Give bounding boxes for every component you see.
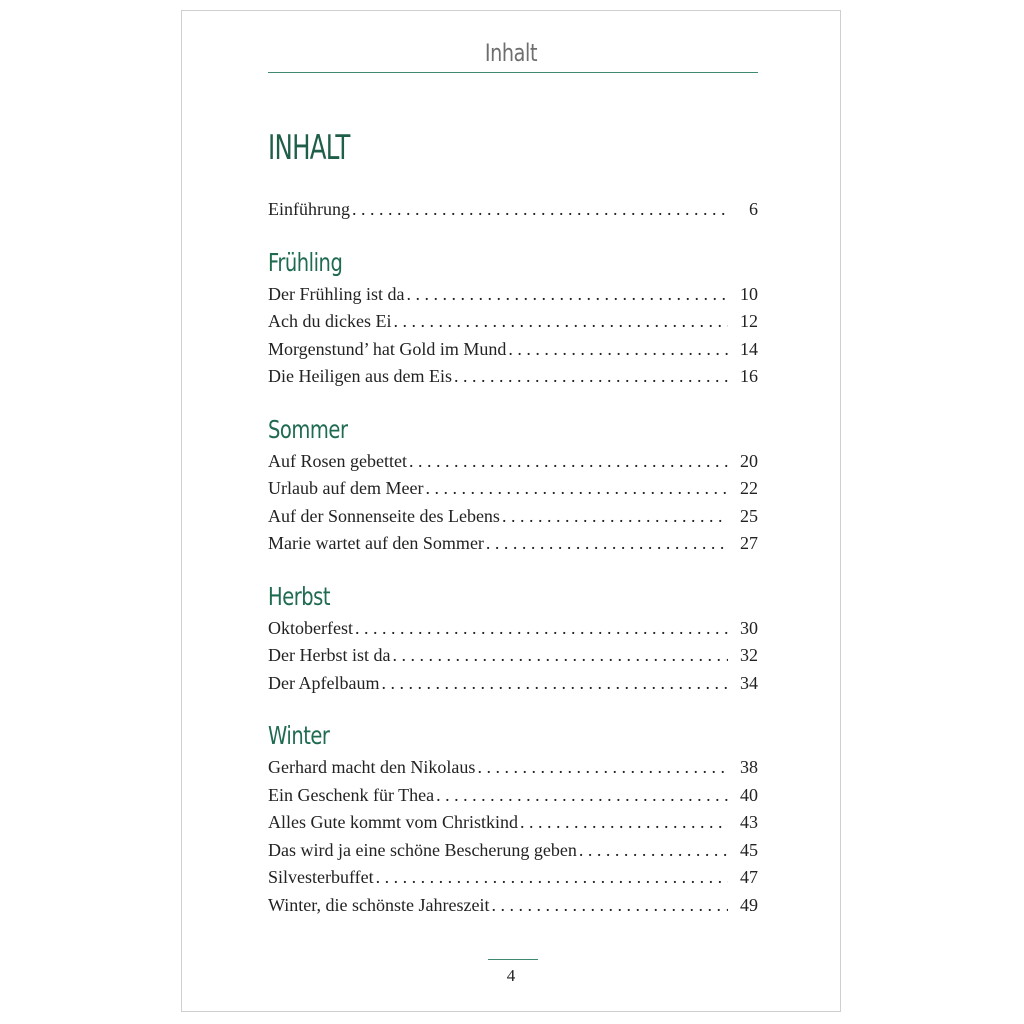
table-of-contents <box>268 196 758 919</box>
toc-entry-title: Alles Gute kommt vom Christkind <box>268 812 518 832</box>
page-number: 4 <box>506 966 516 985</box>
toc-entry-title: Urlaub auf dem Meer <box>268 478 424 498</box>
toc-leader-dots <box>500 503 728 531</box>
toc-sections <box>268 248 758 920</box>
book-page <box>181 10 841 1012</box>
toc-entry-page: 27 <box>740 533 758 553</box>
toc-section <box>268 248 758 391</box>
toc-entry[interactable] <box>268 864 758 892</box>
toc-entry-page: 40 <box>740 784 758 805</box>
toc-entry[interactable] <box>268 782 758 810</box>
toc-entry-title: Ein Geschenk für Thea <box>268 784 435 805</box>
toc-entry-page: 12 <box>740 311 758 331</box>
toc-leader-dots <box>405 281 729 309</box>
toc-leader-dots <box>434 782 728 810</box>
toc-entry-title: Der Frühling ist da <box>268 283 405 304</box>
toc-entry-page: 30 <box>740 617 758 638</box>
toc-entry-title: Die Heiligen aus dem Eis <box>268 366 452 386</box>
toc-entry-title: Das wird ja eine schöne Bescherung geben <box>268 839 577 860</box>
toc-entry[interactable] <box>268 530 758 558</box>
toc-entry-title: Einführung <box>268 199 350 219</box>
toc-entry-intro[interactable] <box>268 196 758 224</box>
toc-entry-title: Silvesterbuffet <box>268 867 374 887</box>
toc-section-heading: Winter <box>268 721 330 750</box>
toc-entry[interactable] <box>268 642 758 670</box>
toc-entry-title: Morgenstund’ hat Gold im Mund <box>268 338 507 359</box>
toc-entry-page: 14 <box>740 338 758 359</box>
toc-entry[interactable] <box>268 809 758 837</box>
toc-entry-page: 32 <box>740 645 758 665</box>
toc-section-heading: Herbst <box>268 581 331 611</box>
toc-entry-page: 47 <box>740 867 758 887</box>
toc-leader-dots <box>475 754 728 782</box>
header-rule <box>268 72 758 73</box>
toc-entry-title: Auf Rosen gebettet <box>268 450 407 471</box>
toc-entry-title: Der Herbst ist da <box>268 645 391 665</box>
toc-entry[interactable] <box>268 475 758 503</box>
toc-entry[interactable] <box>268 448 758 476</box>
toc-entry-page: 34 <box>740 672 758 693</box>
page-title: INHALT <box>268 128 350 168</box>
toc-entry-title: Marie wartet auf den Sommer <box>268 533 484 553</box>
toc-entry[interactable] <box>268 363 758 391</box>
toc-leader-dots <box>374 864 728 892</box>
footer-rule <box>488 959 538 960</box>
toc-leader-dots <box>518 809 728 837</box>
toc-section <box>268 582 758 698</box>
toc-leader-dots <box>489 892 728 920</box>
toc-entry[interactable] <box>268 281 758 309</box>
toc-entry-page: 49 <box>740 894 758 915</box>
toc-entry-title: Winter, die schönste Jahreszeit <box>268 894 490 915</box>
toc-entry[interactable] <box>268 837 758 865</box>
toc-entry-title: Der Apfelbaum <box>268 672 380 693</box>
toc-section <box>268 415 758 558</box>
toc-leader-dots <box>506 336 728 364</box>
toc-entry[interactable] <box>268 615 758 643</box>
toc-entry-page: 43 <box>740 812 758 832</box>
running-header: Inhalt <box>484 39 538 67</box>
toc-entry[interactable] <box>268 670 758 698</box>
toc-section-heading: Sommer <box>268 414 348 444</box>
toc-entry[interactable] <box>268 503 758 531</box>
toc-entry-page: 20 <box>740 450 758 471</box>
toc-entry[interactable] <box>268 754 758 782</box>
toc-leader-dots <box>407 448 728 476</box>
toc-leader-dots <box>350 196 728 224</box>
toc-leader-dots <box>390 642 728 670</box>
toc-entry-page: 22 <box>740 478 758 498</box>
toc-leader-dots <box>391 308 728 336</box>
toc-entry-page: 45 <box>740 839 758 860</box>
toc-leader-dots <box>577 837 728 865</box>
toc-leader-dots <box>379 670 728 698</box>
toc-entry[interactable] <box>268 336 758 364</box>
toc-section <box>268 721 758 919</box>
toc-entry[interactable] <box>268 892 758 920</box>
toc-entry-page: 16 <box>740 366 758 386</box>
toc-entry-page: 38 <box>740 757 758 777</box>
toc-leader-dots <box>484 530 728 558</box>
toc-leader-dots <box>353 615 728 643</box>
toc-entry-page: 6 <box>749 199 758 219</box>
toc-leader-dots <box>452 363 728 391</box>
toc-entry-title: Gerhard macht den Nikolaus <box>268 757 476 777</box>
toc-section-heading: Frühling <box>268 247 343 277</box>
toc-leader-dots <box>423 475 728 503</box>
toc-entry-page: 10 <box>740 283 758 304</box>
toc-entry-page: 25 <box>740 505 758 526</box>
toc-entry[interactable] <box>268 308 758 336</box>
toc-entry-title: Ach du dickes Ei <box>268 311 392 331</box>
toc-entry-title: Oktoberfest <box>268 617 353 638</box>
toc-entry-title: Auf der Sonnenseite des Lebens <box>268 505 500 526</box>
